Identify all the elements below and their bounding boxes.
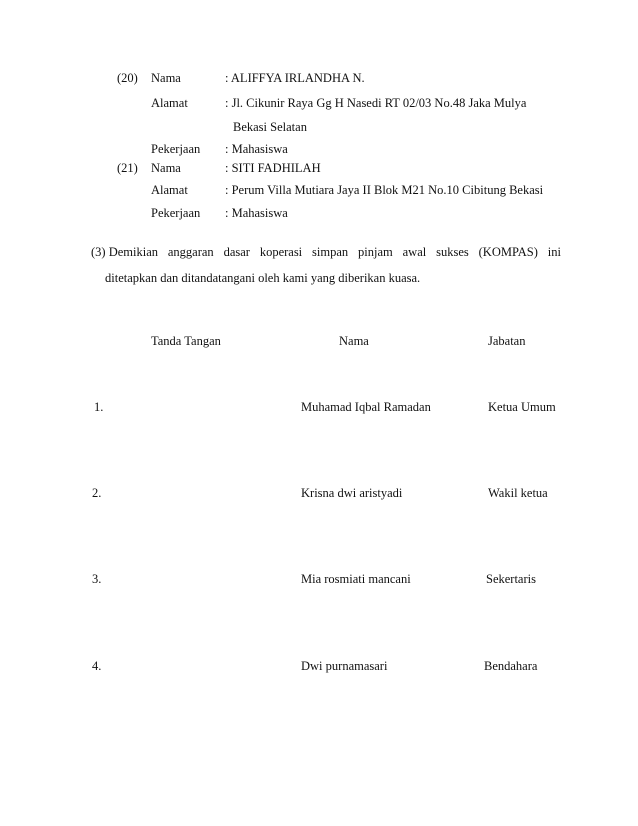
nama-value: : ALIFFYA IRLANDHA N.	[225, 71, 365, 85]
row-nama: Muhamad Iqbal Ramadan	[301, 400, 431, 414]
nama-value: : SITI FADHILAH	[225, 161, 321, 175]
alamat-label: Alamat	[151, 96, 188, 110]
paragraph-line-2: ditetapkan dan ditandatangani oleh kami yang diberikan kuasa.	[105, 271, 421, 285]
paragraph-line-1	[91, 239, 561, 265]
paragraph-word: sukses	[436, 245, 469, 259]
paragraph-word: dasar	[223, 245, 250, 259]
row-jabatan: Ketua Umum	[488, 400, 556, 414]
paragraph-word: ini	[547, 245, 561, 259]
entry-number: (21)	[117, 161, 138, 175]
row-nama: Dwi purnamasari	[301, 659, 388, 673]
row-jabatan: Sekertaris	[486, 572, 536, 586]
closing-paragraph	[91, 239, 561, 291]
paragraph-word: koperasi	[259, 245, 303, 259]
header-nama: Nama	[339, 334, 369, 348]
row-number: 1.	[94, 400, 104, 414]
paragraph-word: anggaran	[167, 245, 214, 259]
paragraph-word: (3) Demikian	[91, 245, 158, 259]
row-number: 3.	[92, 572, 102, 586]
paragraph-word: pinjam	[358, 245, 393, 259]
pekerjaan-label: Pekerjaan	[151, 206, 201, 220]
row-jabatan: Bendahara	[484, 659, 538, 673]
header-jabatan: Jabatan	[488, 334, 526, 348]
row-number: 4.	[92, 659, 102, 673]
nama-label: Nama	[151, 161, 181, 175]
pekerjaan-label: Pekerjaan	[151, 142, 201, 156]
row-nama: Mia rosmiati mancani	[301, 572, 411, 586]
pekerjaan-value: : Mahasiswa	[225, 142, 288, 156]
alamat-value: : Jl. Cikunir Raya Gg H Nasedi RT 02/03 No.48 Jaka Mulya	[225, 96, 527, 110]
paragraph-word: (KOMPAS)	[478, 245, 538, 259]
paragraph-word: awal	[402, 245, 427, 259]
header-tanda-tangan: Tanda Tangan	[151, 334, 221, 348]
row-number: 2.	[92, 486, 102, 500]
alamat-label: Alamat	[151, 183, 188, 197]
entry-number: (20)	[117, 71, 138, 85]
alamat-value-continued: Bekasi Selatan	[233, 120, 307, 134]
row-nama: Krisna dwi aristyadi	[301, 486, 403, 500]
alamat-value: : Perum Villa Mutiara Jaya II Blok M21 No.10 Cibitung Bekasi	[225, 183, 544, 197]
nama-label: Nama	[151, 71, 181, 85]
row-jabatan: Wakil ketua	[488, 486, 548, 500]
pekerjaan-value: : Mahasiswa	[225, 206, 288, 220]
paragraph-word: simpan	[312, 245, 349, 259]
